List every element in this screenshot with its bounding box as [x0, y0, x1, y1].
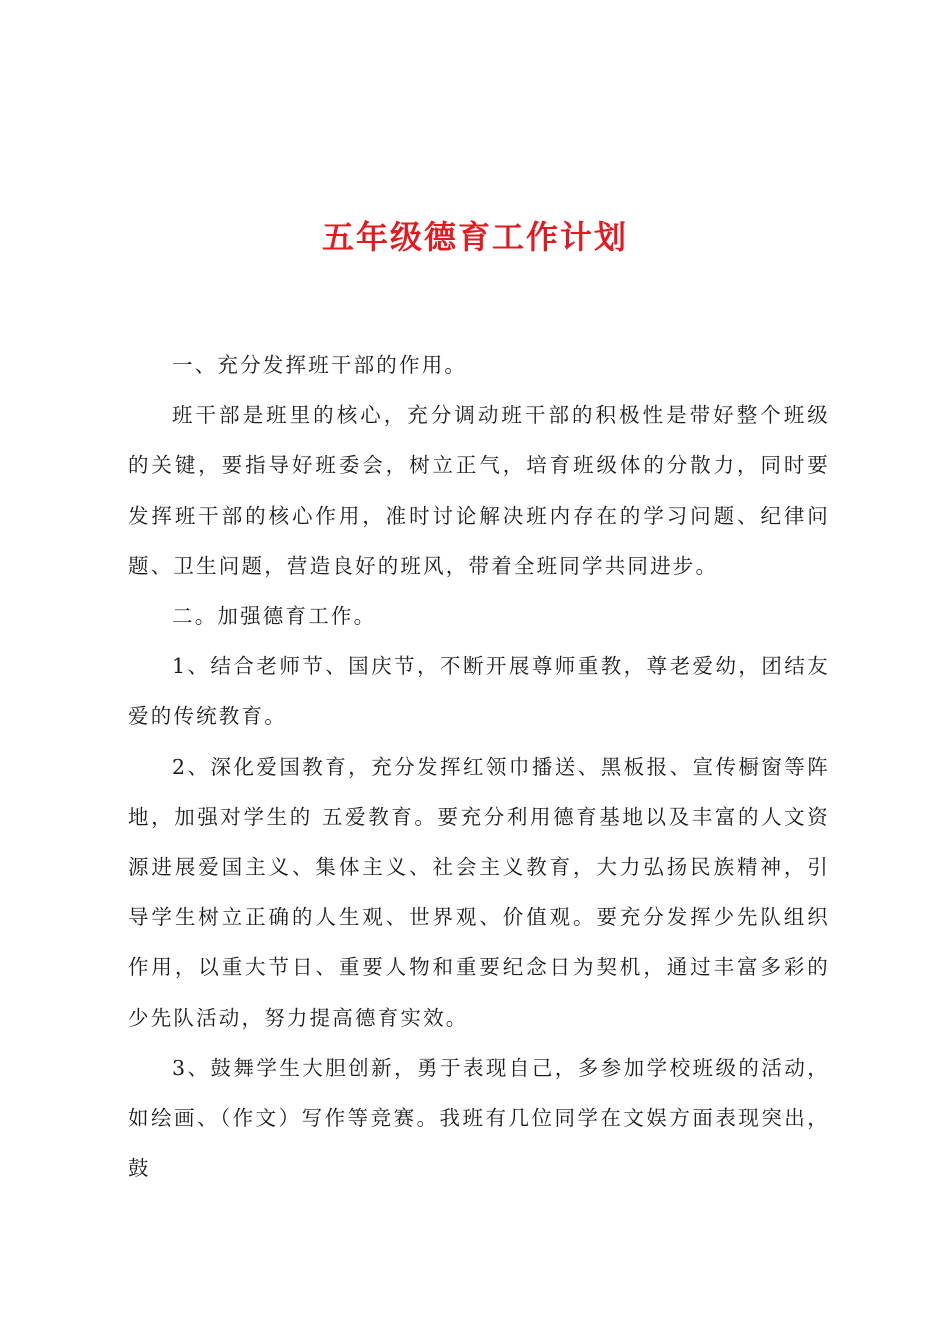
section-heading-2: 二。加强德育工作。: [172, 604, 377, 629]
paragraph: 3、鼓舞学生大胆创新，勇于表现自己，多参加学校班级的活动，如绘画、（作文）写作等竞赛。我班有几位同学在文娱方面表现突出，鼓: [128, 1055, 830, 1181]
document-title: 五年级德育工作计划: [321, 218, 628, 256]
paragraph: 2、深化爱国教育，充分发挥红领巾播送、黑板报、宣传橱窗等阵地，加强对学生的 五爱教育。要充分利用德育基地以及丰富的人文资源进展爱国主义、集体主义、社会主义教育，大力弘扬民族精神，引导学生树立正确的人生观、世界观、价值观。要充分发挥少先队组织作用，以重大节日、重要人物和重要纪念日为契机，通过丰富多彩的少先队活动，努力提高德育实效。: [128, 754, 830, 1030]
section-heading-1: 一、充分发挥班干部的作用。: [172, 353, 468, 377]
paragraph: 1、结合老师节、国庆节，不断开展尊师重教，尊老爱幼，团结友爱的传统教育。: [128, 654, 830, 729]
paragraph: 班干部是班里的核心，充分调动班干部的积极性是带好整个班级的关键，要指导好班委会，树立正气，培育班级体的分散力，同时要发挥班干部的核心作用，准时讨论解决班内存在的学习问题、纪律问题、卫生问题，营造良好的班风，带着全班同学共同进步。: [128, 403, 830, 578]
document-body: [128, 340, 830, 1193]
